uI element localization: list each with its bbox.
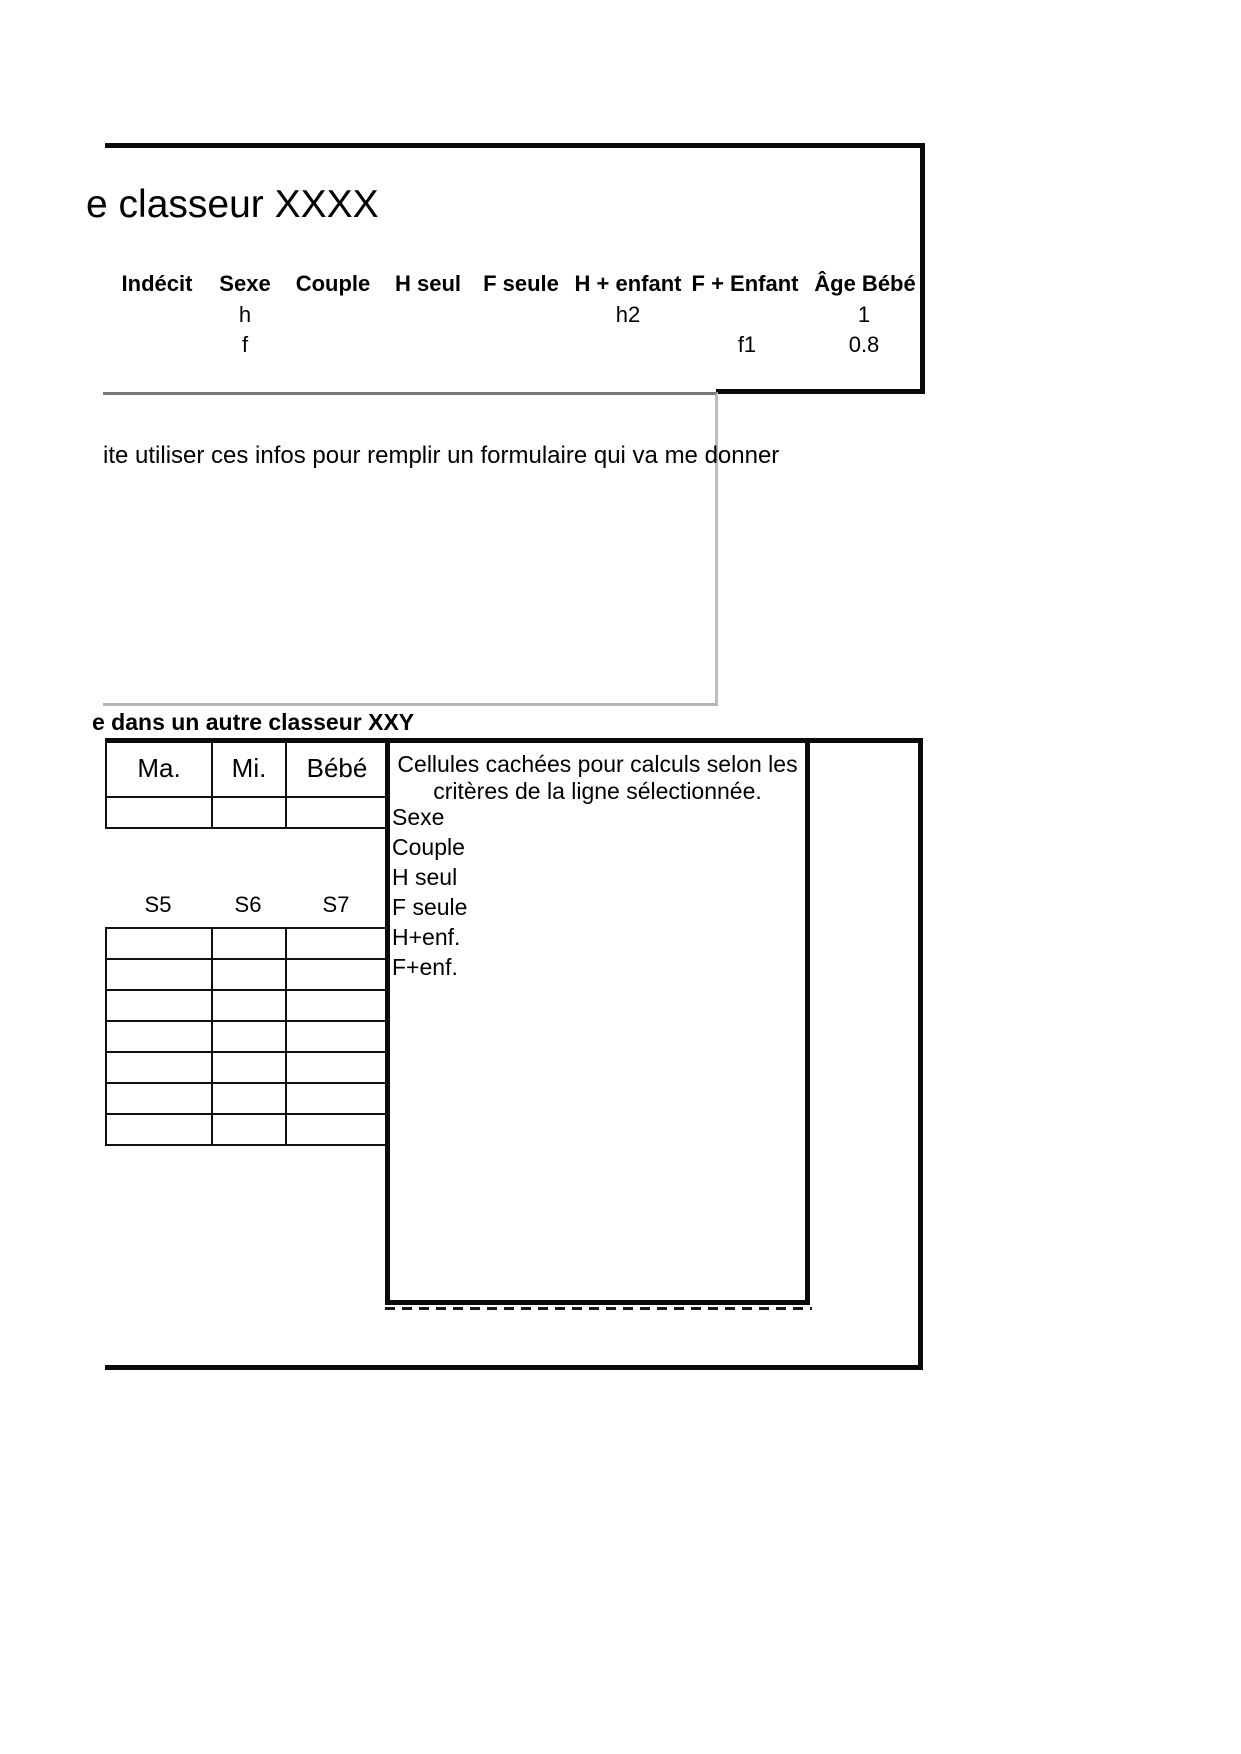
column-header-h-seul: H seul	[394, 271, 462, 296]
hidden-cells-caption	[390, 751, 805, 805]
cell-h-enfant: h2	[615, 302, 641, 327]
column-header-indecit: Indécit	[121, 271, 193, 296]
cell-sexe-f: f	[241, 332, 249, 357]
column-header-f-enfant: F + Enfant	[691, 271, 799, 296]
series-label-s7: S7	[322, 892, 350, 917]
entry-table-header-mi: Mi.	[212, 739, 286, 797]
list-item-h-enf: H+enf.	[392, 924, 461, 950]
hidden-cells-caption-line1: Cellules cachées pour calculs selon les	[397, 751, 798, 777]
list-item-h-seul: H seul	[392, 864, 458, 890]
entry-table-header-bebe: Bébé	[286, 739, 388, 797]
column-header-f-seule: F seule	[483, 271, 559, 296]
workbook-frame-bottom-border	[716, 389, 925, 394]
cell-age-bebe-1: 1	[857, 302, 871, 327]
list-item-sexe: Sexe	[392, 804, 445, 830]
list-item-couple: Couple	[392, 834, 465, 860]
selection-dashes	[385, 1307, 812, 1310]
workbook-frame	[105, 143, 925, 393]
cell-age-bebe-2: 0.8	[848, 332, 880, 357]
list-item-f-seule: F seule	[392, 894, 468, 920]
hidden-cells-box	[385, 738, 810, 1305]
workbook-title: e classeur XXXX	[86, 183, 379, 226]
list-item-f-enf: F+enf.	[392, 954, 458, 980]
series-label-s5: S5	[144, 892, 172, 917]
section-label: e dans un autre classeur XXY	[92, 709, 415, 735]
column-header-couple: Couple	[295, 271, 371, 296]
hidden-cells-list	[392, 802, 467, 982]
column-header-age-bebe: Âge Bébé	[814, 271, 916, 296]
cell-sexe-h: h	[238, 302, 252, 327]
column-header-sexe: Sexe	[219, 271, 271, 296]
series-label-s6: S6	[234, 892, 262, 917]
note-textbox	[103, 392, 718, 706]
column-header-h-enfant: H + enfant	[574, 271, 682, 296]
entry-table-header-ma: Ma.	[106, 739, 212, 797]
note-text: ite utiliser ces infos pour remplir un formulaire qui va me donner	[103, 442, 780, 469]
cell-f-enfant: f1	[737, 332, 757, 357]
hidden-cells-caption-line2: critères de la ligne sélectionnée.	[433, 778, 762, 804]
